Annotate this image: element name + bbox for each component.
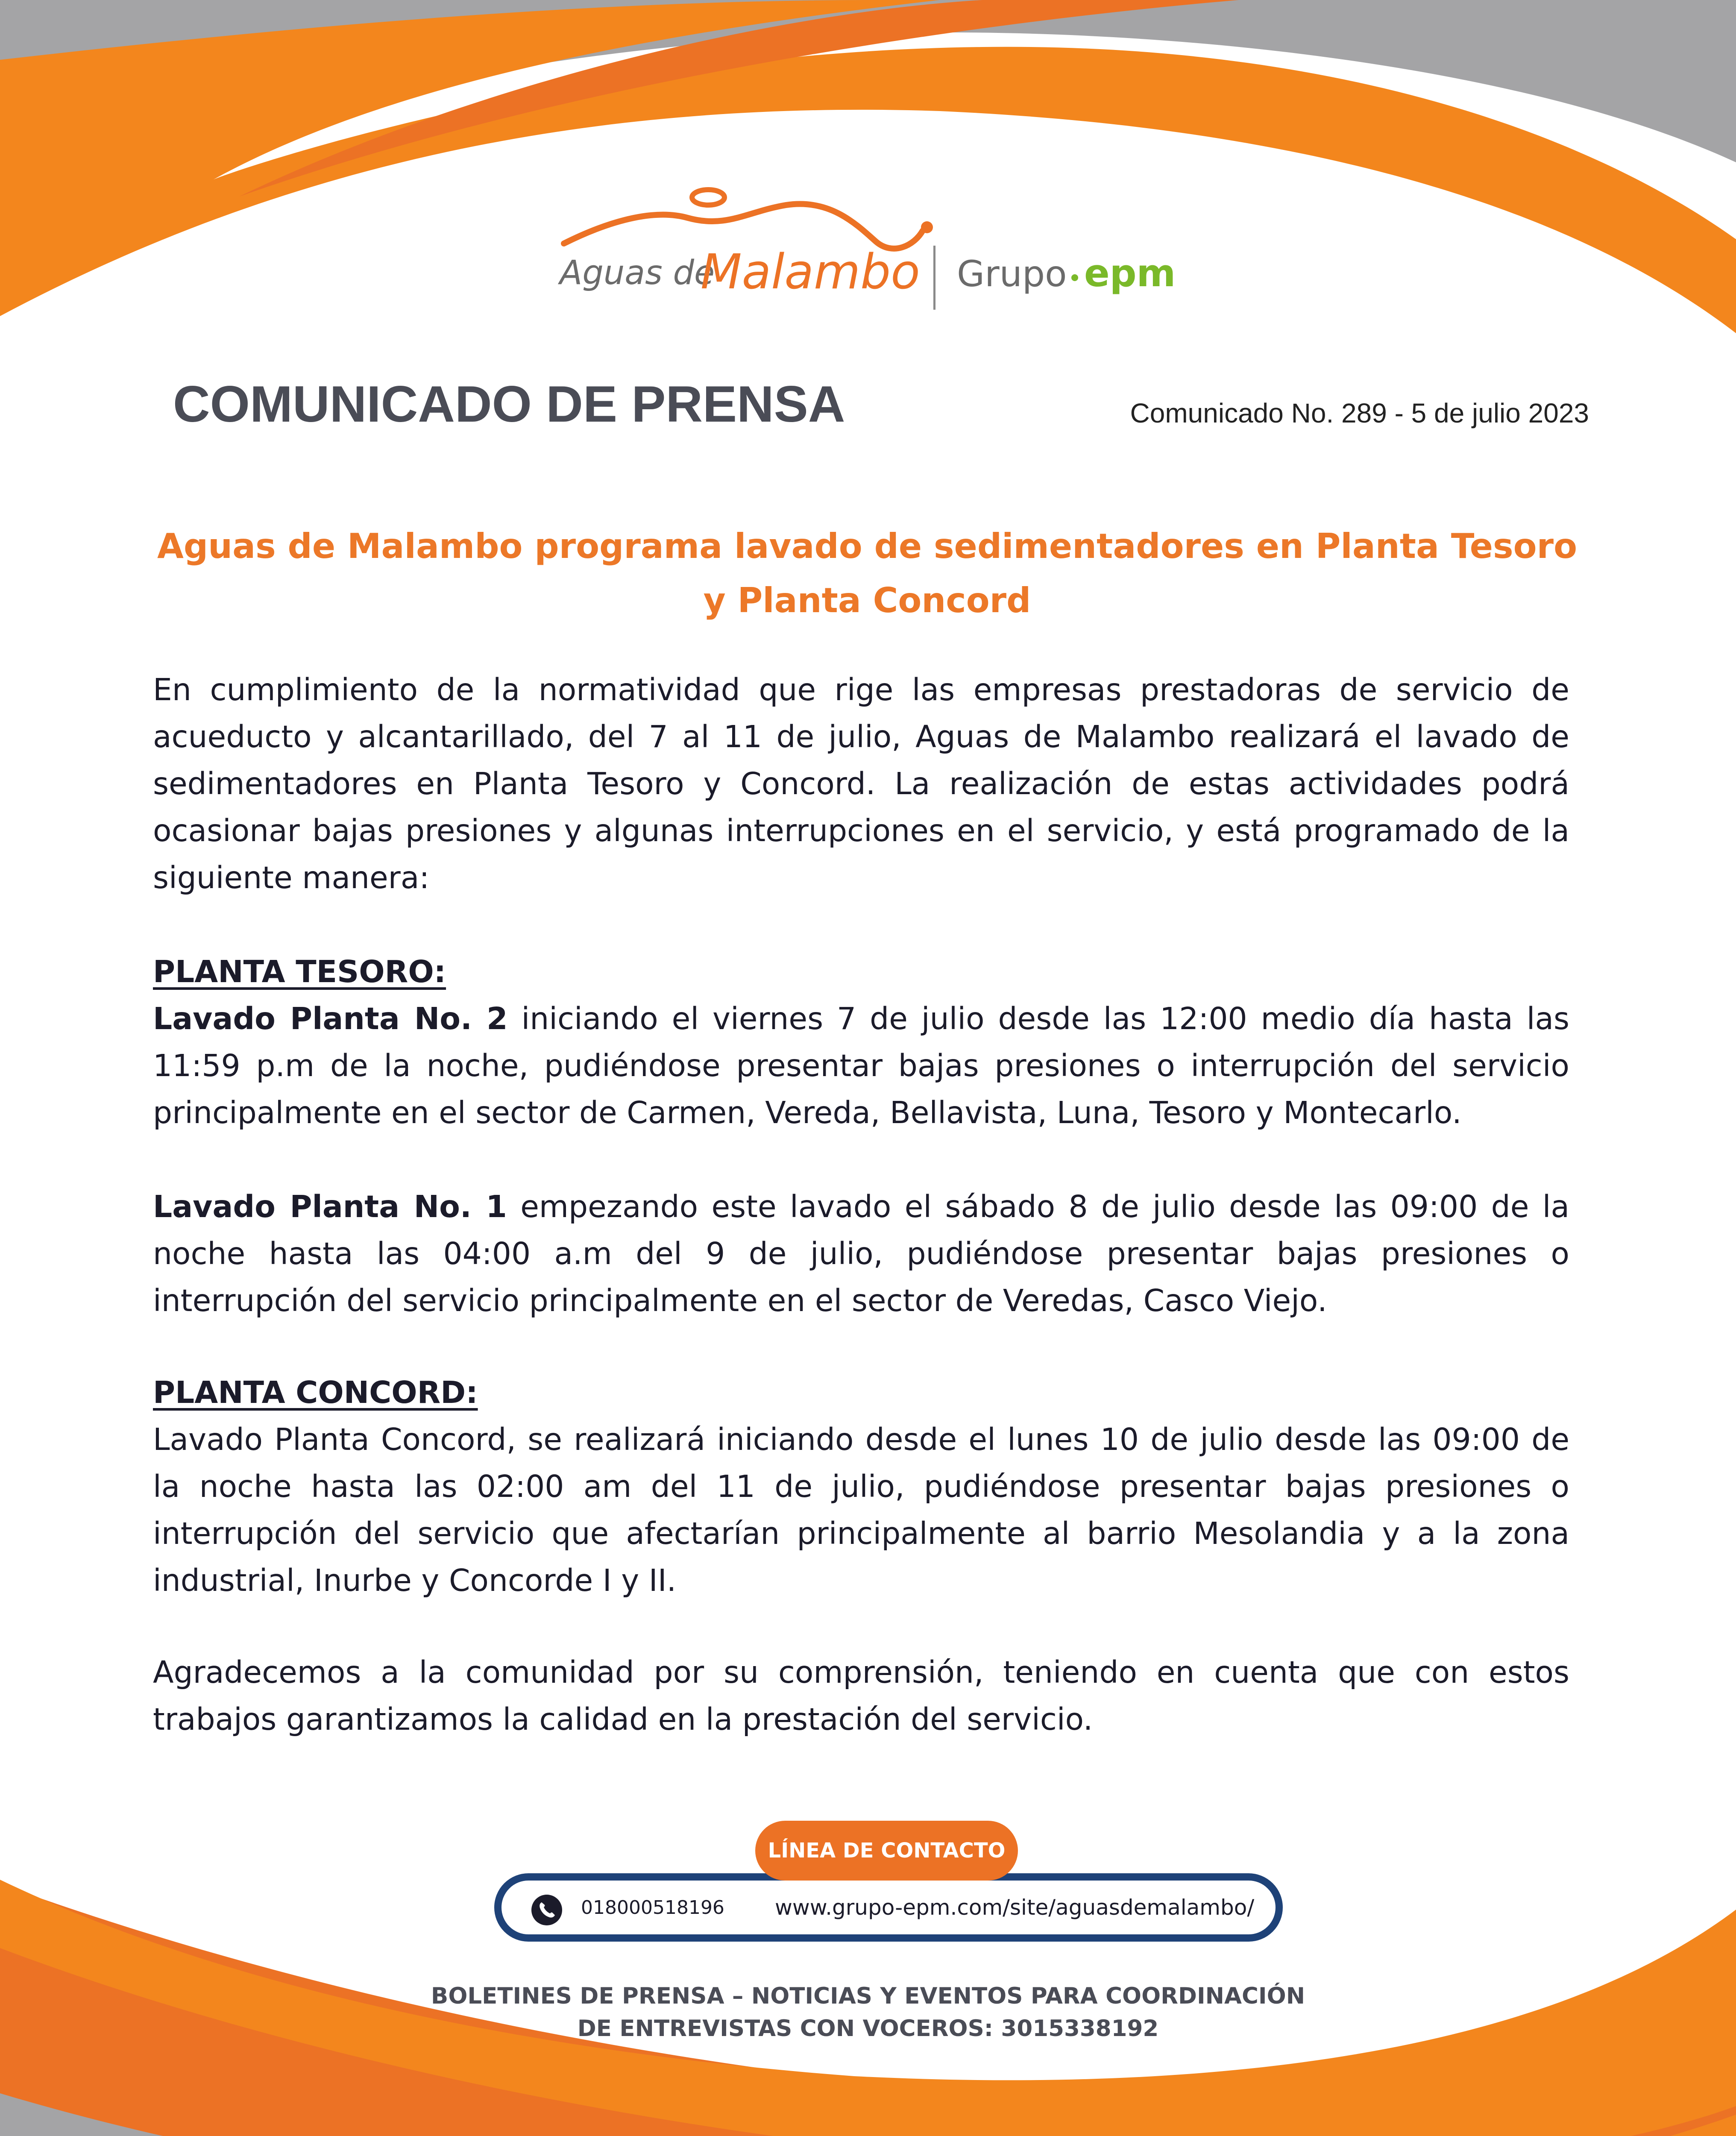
phone-number[interactable]: 018000518196 [581, 1897, 724, 1919]
group-prefix: Grupo [957, 253, 1067, 295]
concord-paragraph: Lavado Planta Concord, se realizará iniciando desde el lunes 10 de julio desde las 09:00 de la noche hasta las 02:00 am del 11 de julio, pudiéndose presentar bajas presiones o interrupción del servicio que afectarían principalmente al barrio Mesolandia y a la zona industrial, Inurbe y Concorde I y II. [153, 1422, 1569, 1598]
item-text: iniciando el viernes 7 de julio desde las 12:00 medio día hasta las 11:59 p.m de la noche, pudiéndose presentar bajas presiones o interrupción del servicio principalmente en el sector de Carmen, Vereda, Bellavista, Luna, Tesoro y Montecarlo. [153, 1001, 1569, 1130]
tesoro-item-planta-2 [153, 995, 1569, 1136]
section-heading-concord: PLANTA CONCORD: [153, 1375, 478, 1410]
logo-main: Malambo [701, 244, 920, 300]
item-text: empezando este lavado el sábado 8 de julio desde las 09:00 de la noche hasta las 04:00 a.m del 9 de julio, pudiéndose presentar bajas presiones o interrupción del servicio principalmente en el sector de Veredas, Casco Viejo. [153, 1189, 1569, 1318]
contact-bar [494, 1873, 1283, 1942]
footer-note [427, 1980, 1309, 2045]
logo-splash [921, 221, 933, 233]
intro-paragraph: En cumplimiento de la normatividad que rige las empresas prestadoras de servicio de acueducto y alcantarillado, del 7 al 11 de julio, Aguas de Malambo realizará el lavado de sedimentadores en Planta Tesoro y Concord. La realización de estas actividades podrá ocasionar bajas presiones y algunas interrupciones en el servicio, y está programado de la siguiente manera: [153, 672, 1569, 895]
logo-swoosh [564, 204, 923, 248]
item-label: Lavado Planta No. 1 [153, 1189, 507, 1224]
logo-drop [692, 190, 724, 205]
brand-logo [547, 171, 1196, 325]
contact-label-badge: LÍNEA DE CONTACTO [755, 1821, 1018, 1881]
issue-number: Comunicado No. 289 - 5 de julio 2023 [1130, 398, 1589, 428]
group-dot [1071, 274, 1078, 281]
group-suffix: epm [1084, 251, 1176, 295]
website-link[interactable]: www.grupo-epm.com/site/aguasdemalambo/ [775, 1895, 1255, 1920]
headline: Aguas de Malambo programa lavado de sedimentadores en Planta Tesoro y Planta Concord [157, 526, 1578, 620]
logo-graphic [547, 171, 1196, 325]
logo-divider [933, 246, 935, 310]
section-heading-tesoro: PLANTA TESORO: [153, 954, 446, 989]
closing-paragraph: Agradecemos a la comunidad por su comprensión, teniendo en cuenta que con estos trabajos garantizamos la calidad en la prestación del servicio. [153, 1655, 1569, 1737]
item-label: Lavado Planta No. 2 [153, 1001, 508, 1036]
footer-line-2: DE ENTREVISTAS CON VOCEROS: 3015338192 [577, 2016, 1159, 2042]
tesoro-item-planta-1 [153, 1183, 1569, 1324]
page-title: COMUNICADO DE PRENSA [173, 376, 845, 433]
logo-prefix: Aguas de [560, 254, 715, 292]
footer-line-1: BOLETINES DE PRENSA – NOTICIAS Y EVENTOS PARA COORDINACIÓN [431, 1983, 1305, 2009]
phone-icon [531, 1895, 562, 1925]
